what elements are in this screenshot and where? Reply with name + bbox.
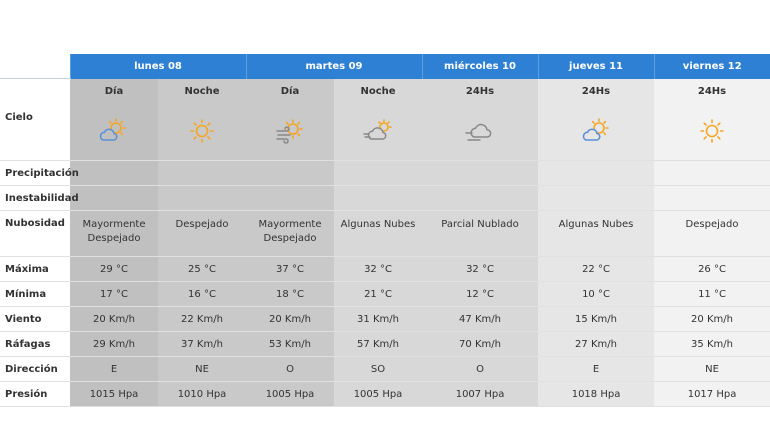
sun-wind-icon [275,118,305,144]
period-header: 24Hs [654,79,770,105]
sun-icon [187,118,217,144]
row-label-nubosidad: Nubosidad [0,211,70,257]
row-label-direccion: Dirección [0,357,70,382]
minima-cell: 11 °C [654,282,770,307]
viento-cell: 20 Km/h [70,307,158,332]
row-minima [0,282,770,307]
precip-cell [246,161,334,186]
nubosidad-cell: Algunas Nubes [334,211,422,257]
cloud-wind-sun-icon [363,118,393,144]
row-cielo [0,104,770,161]
instab-cell [334,186,422,211]
row-label-maxima: Máxima [0,257,70,282]
row-label-viento: Viento [0,307,70,332]
minima-cell: 12 °C [422,282,538,307]
row-label-precipitacion: Precipitación [0,161,70,186]
nubosidad-cell: Despejado [158,211,246,257]
nubosidad-cell: Mayormente Despejado [246,211,334,257]
period-header: Noche [158,79,246,105]
direccion-cell: O [246,357,334,382]
period-header-row [0,79,770,105]
corner-cell [0,54,70,79]
rafagas-cell: 70 Km/h [422,332,538,357]
sky-cell [158,104,246,161]
instab-cell [422,186,538,211]
maxima-cell: 32 °C [334,257,422,282]
presion-cell: 1007 Hpa [422,382,538,407]
direccion-cell: NE [654,357,770,382]
rafagas-cell: 57 Km/h [334,332,422,357]
sky-cell [70,104,158,161]
precip-cell [158,161,246,186]
sky-cell [654,104,770,161]
minima-cell: 10 °C [538,282,654,307]
row-label-minima: Mínima [0,282,70,307]
precip-cell [538,161,654,186]
row-inestabilidad [0,186,770,211]
forecast-table [0,54,770,407]
day-header-miercoles: miércoles 10 [422,54,538,79]
day-header-jueves: jueves 11 [538,54,654,79]
period-header: 24Hs [422,79,538,105]
row-label-presion: Presión [0,382,70,407]
row-viento [0,307,770,332]
direccion-cell: NE [158,357,246,382]
sky-cell [422,104,538,161]
minima-cell: 21 °C [334,282,422,307]
row-label-inestabilidad: Inestabilidad [0,186,70,211]
period-header: 24Hs [538,79,654,105]
sky-cell [538,104,654,161]
instab-cell [70,186,158,211]
rafagas-cell: 27 Km/h [538,332,654,357]
presion-cell: 1018 Hpa [538,382,654,407]
day-header-lunes: lunes 08 [70,54,246,79]
sky-cell [246,104,334,161]
viento-cell: 47 Km/h [422,307,538,332]
viento-cell: 22 Km/h [158,307,246,332]
nubosidad-cell: Mayormente Despejado [70,211,158,257]
cloud-wind-icon [465,118,495,144]
viento-cell: 20 Km/h [654,307,770,332]
maxima-cell: 26 °C [654,257,770,282]
rafagas-cell: 29 Km/h [70,332,158,357]
maxima-cell: 22 °C [538,257,654,282]
period-header: Noche [334,79,422,105]
nubosidad-cell: Parcial Nublado [422,211,538,257]
sky-cell [334,104,422,161]
precip-cell [422,161,538,186]
row-label-rafagas: Ráfagas [0,332,70,357]
row-label-cielo: Cielo [0,104,70,161]
direccion-cell: O [422,357,538,382]
period-header: Día [246,79,334,105]
row-precipitacion [0,161,770,186]
row-rafagas [0,332,770,357]
maxima-cell: 29 °C [70,257,158,282]
nubosidad-cell: Algunas Nubes [538,211,654,257]
rafagas-cell: 35 Km/h [654,332,770,357]
instab-cell [654,186,770,211]
presion-cell: 1005 Hpa [246,382,334,407]
row-presion [0,382,770,407]
row-nubosidad [0,211,770,257]
forecast-container [0,54,770,407]
instab-cell [246,186,334,211]
sun-cloud-icon [99,118,129,144]
direccion-cell: E [538,357,654,382]
days-header-row [0,54,770,79]
presion-cell: 1010 Hpa [158,382,246,407]
viento-cell: 31 Km/h [334,307,422,332]
nubosidad-cell: Despejado [654,211,770,257]
corner-cell-2 [0,79,70,105]
viento-cell: 15 Km/h [538,307,654,332]
presion-cell: 1017 Hpa [654,382,770,407]
maxima-cell: 25 °C [158,257,246,282]
presion-cell: 1015 Hpa [70,382,158,407]
viento-cell: 20 Km/h [246,307,334,332]
instab-cell [158,186,246,211]
precip-cell [70,161,158,186]
presion-cell: 1005 Hpa [334,382,422,407]
day-header-martes: martes 09 [246,54,422,79]
minima-cell: 16 °C [158,282,246,307]
rafagas-cell: 37 Km/h [158,332,246,357]
maxima-cell: 32 °C [422,257,538,282]
minima-cell: 18 °C [246,282,334,307]
row-direccion [0,357,770,382]
sun-icon [697,118,727,144]
day-header-viernes: viernes 12 [654,54,770,79]
row-maxima [0,257,770,282]
sun-cloud-icon [581,118,611,144]
direccion-cell: E [70,357,158,382]
period-header: Día [70,79,158,105]
rafagas-cell: 53 Km/h [246,332,334,357]
minima-cell: 17 °C [70,282,158,307]
maxima-cell: 37 °C [246,257,334,282]
direccion-cell: SO [334,357,422,382]
instab-cell [538,186,654,211]
precip-cell [334,161,422,186]
precip-cell [654,161,770,186]
